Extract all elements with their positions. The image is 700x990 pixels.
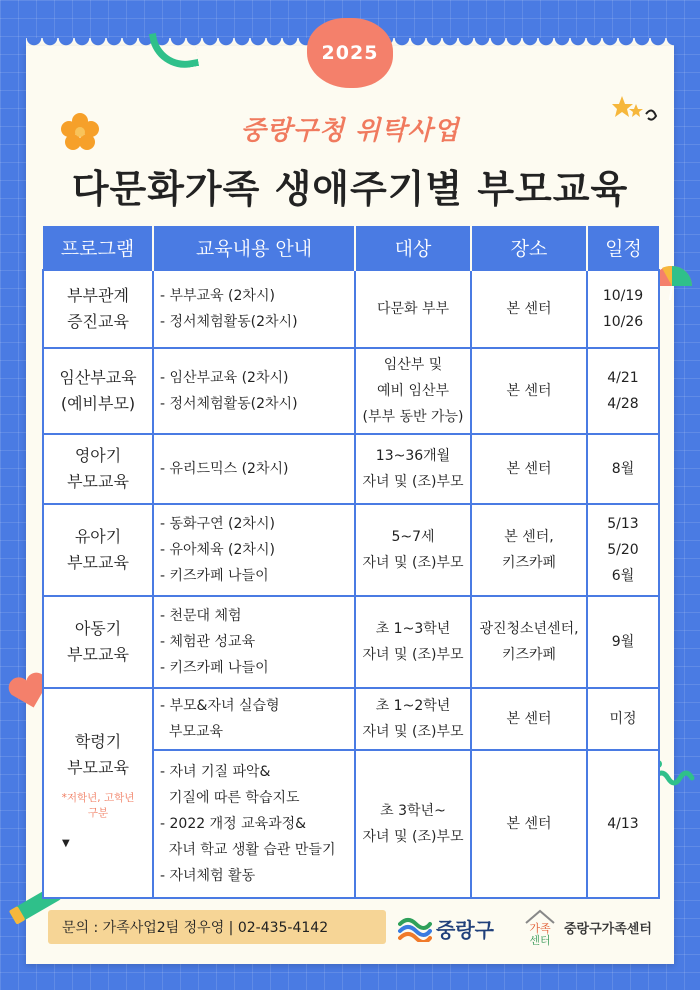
program-place	[471, 434, 587, 504]
text-line: 8월	[611, 461, 635, 477]
text-line: 본 센터	[506, 383, 552, 399]
program-note	[48, 791, 148, 821]
program-place	[471, 270, 587, 348]
logo-mark-line: 센터	[529, 934, 551, 947]
program-name	[43, 434, 153, 504]
page-title: 다문화가족 생애주기별 부모교육	[71, 167, 629, 211]
text-line: - 키즈카페 나들이	[160, 568, 269, 584]
program-schedule	[587, 596, 659, 688]
text-line: - 천문대 체험	[160, 608, 242, 624]
header-program: 프로그램	[43, 226, 153, 270]
text-line: - 임산부교육 (2차시)	[160, 370, 289, 386]
text-line: 영아기	[74, 446, 122, 465]
program-target	[355, 270, 471, 348]
header-content: 교육내용 안내	[153, 226, 355, 270]
table-row	[43, 434, 659, 504]
text-line: - 체험관 성교육	[160, 634, 256, 650]
text-line: 학령기	[74, 732, 122, 751]
text-line: 10/26	[602, 314, 644, 330]
program-content	[153, 750, 355, 898]
text-line: 초 1~3학년	[375, 621, 451, 637]
text-line: 5~7세	[391, 529, 435, 545]
program-name	[43, 596, 153, 688]
program-content	[153, 434, 355, 504]
text-line: 부부관계	[67, 286, 129, 305]
text-line: - 유아체육 (2차시)	[160, 542, 275, 558]
table-row	[43, 688, 659, 750]
text-line: (부부 동반 가능)	[362, 409, 464, 425]
text-line: 본 센터	[506, 816, 552, 832]
text-line: 5/13	[607, 516, 639, 532]
text-line: 부모교육	[67, 472, 129, 491]
program-target	[355, 750, 471, 898]
program-schedule	[587, 434, 659, 504]
text-line: - 키즈카페 나들이	[160, 660, 269, 676]
text-line: 미정	[609, 711, 637, 727]
table-row	[43, 596, 659, 688]
text-line: 부모교육	[67, 645, 129, 664]
program-table	[42, 226, 660, 899]
text-line: 예비 임산부	[376, 383, 450, 399]
logo-mark-line: 가족	[529, 922, 551, 935]
header-target: 대상	[355, 226, 471, 270]
text-line: 본 센터	[506, 461, 552, 477]
text-line: 부모교육	[67, 553, 129, 572]
family-center-logo-text: 중랑구가족센터	[564, 921, 652, 937]
text-line: 초 1~2학년	[375, 698, 451, 714]
text-line: 키즈카페	[501, 555, 557, 571]
table-row	[43, 348, 659, 434]
text-line: 4/13	[607, 816, 639, 832]
text-line: 본 센터	[506, 301, 552, 317]
text-line: (예비부모)	[60, 394, 136, 413]
text-line: 자녀 및 (조)부모	[362, 829, 464, 845]
table-row	[43, 504, 659, 596]
text-line: - 유리드믹스 (2차시)	[160, 461, 289, 477]
text-line: 부모교육	[160, 724, 223, 740]
program-schedule	[587, 750, 659, 898]
text-line: 4/21	[607, 370, 639, 386]
header-schedule: 일정	[587, 226, 659, 270]
text-line: 자녀 및 (조)부모	[362, 647, 464, 663]
text-line: 6월	[611, 568, 635, 584]
program-place	[471, 750, 587, 898]
text-line: - 부부교육 (2차시)	[160, 288, 275, 304]
text-line: 증진교육	[67, 312, 129, 331]
text-line: 본 센터,	[504, 529, 554, 545]
program-place	[471, 596, 587, 688]
arrow-down-icon: ▼	[62, 838, 70, 849]
program-target	[355, 596, 471, 688]
program-target	[355, 348, 471, 434]
program-place	[471, 348, 587, 434]
family-center-logo	[522, 905, 652, 949]
program-place	[471, 688, 587, 750]
family-center-logo-icon	[522, 907, 558, 947]
text-line: - 자녀체험 활동	[160, 868, 256, 884]
text-line: 구분	[87, 807, 109, 819]
table-header-row	[43, 226, 659, 270]
text-line: 초 3학년~	[380, 803, 446, 819]
program-name	[43, 348, 153, 434]
text-line: - 동화구연 (2차시)	[160, 516, 275, 532]
text-line: - 2022 개정 교육과정&	[160, 816, 307, 832]
subtitle: 중랑구청 위탁사업	[240, 116, 460, 146]
program-schedule	[587, 504, 659, 596]
text-line: 유아기	[74, 527, 122, 546]
text-line: 아동기	[74, 619, 122, 638]
year-badge: 2025	[307, 18, 393, 88]
program-target	[355, 688, 471, 750]
text-line: 다문화 부부	[376, 301, 450, 317]
contact-info: 문의 : 가족사업2팀 정우영 | 02-435-4142	[48, 910, 386, 944]
program-target	[355, 434, 471, 504]
text-line: 임산부 및	[383, 357, 443, 373]
text-line: 광진청소년센터,	[479, 621, 579, 637]
program-content	[153, 270, 355, 348]
text-line: 10/19	[602, 288, 644, 304]
text-line: 자녀 학교 생활 습관 만들기	[160, 842, 336, 858]
text-line: 13~36개월	[375, 448, 451, 464]
text-line: 임산부교육	[59, 368, 137, 387]
program-content	[153, 688, 355, 750]
text-line: - 자녀 기질 파악&	[160, 764, 271, 780]
program-name	[43, 688, 153, 898]
header-place: 장소	[471, 226, 587, 270]
table-row	[43, 270, 659, 348]
text-line: 키즈카페	[501, 647, 557, 663]
text-line: 자녀 및 (조)부모	[362, 555, 464, 571]
jungnang-logo-icon	[398, 914, 432, 942]
text-line: - 정서체험활동(2차시)	[160, 314, 298, 330]
text-line: - 정서체험활동(2차시)	[160, 396, 298, 412]
text-line: *저학년, 고학년	[61, 792, 135, 804]
program-schedule	[587, 688, 659, 750]
text-line: 5/20	[607, 542, 639, 558]
program-content	[153, 596, 355, 688]
program-name	[43, 270, 153, 348]
program-content	[153, 348, 355, 434]
jungnang-logo	[398, 910, 494, 946]
text-line: 기질에 따른 학습지도	[160, 790, 300, 806]
text-line: 자녀 및 (조)부모	[362, 724, 464, 740]
program-schedule	[587, 348, 659, 434]
program-name	[43, 504, 153, 596]
program-schedule	[587, 270, 659, 348]
text-line: 부모교육	[67, 758, 129, 777]
jungnang-logo-text: 중랑구	[436, 917, 494, 942]
text-line: - 부모&자녀 실습형	[160, 698, 280, 714]
program-target	[355, 504, 471, 596]
text-line: 본 센터	[506, 711, 552, 727]
text-line: 9월	[611, 634, 635, 650]
text-line: 4/28	[607, 396, 639, 412]
program-content	[153, 504, 355, 596]
program-place	[471, 504, 587, 596]
text-line: 자녀 및 (조)부모	[362, 474, 464, 490]
